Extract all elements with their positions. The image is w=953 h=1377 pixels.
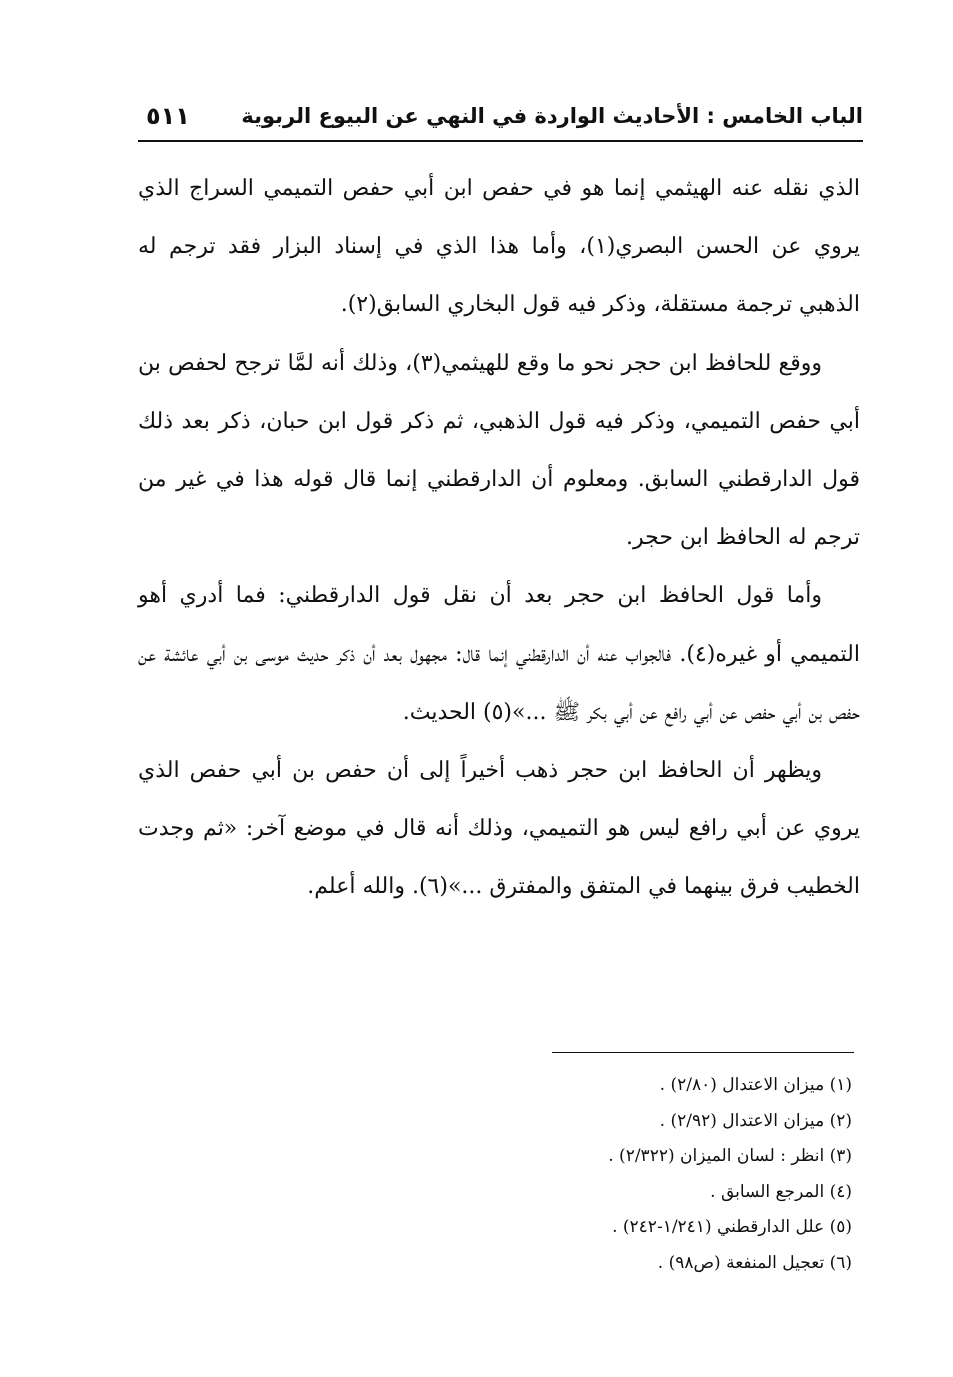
paragraph-4: ويظهر أن الحافظ ابن حجر ذهب أخيراً إلى أن حفص بن أبي حفص الذي يروي عن أبي رافع ليس هو التميمي، وذلك أنه قال في موضع آخر: «ثم وجدت الخطيب فرق بينهما في المتفق والمفترق ...»(٦). والله أعلم.: [138, 758, 860, 900]
footnote-5: (٥) علل الدارقطني (١/٢٤١-٢٤٢) .: [612, 1217, 852, 1237]
body-text: [138, 160, 860, 917]
footnote-2: (٢) ميزان الاعتدال (٢/٩٢) .: [659, 1110, 852, 1131]
paragraph-1: الذي نقله عنه الهيثمي إنما هو في حفص ابن أبي حفص التميمي السراج الذي يروي عن الحسن البصري(١)، وأما هذا الذي في إسناد البزار فقد ترجم له الذهبي ترجمة مستقلة، وذكر فيه قول البخاري السابق(٢).: [138, 176, 860, 318]
paragraph-2: ووقع للحافظ ابن حجر نحو ما وقع للهيثمي(٣)، وذلك أنه لمَّا ترجح لحفص بن أبي حفص التميمي، وذكر فيه قول الذهبي، ثم ذكر قول ابن حبان، ذكر بعد ذلك قول الدارقطني السابق. ومعلوم أن الدارقطني إنما قال قوله هذا في غير من ترجم له الحافظ ابن حجر.: [138, 350, 860, 551]
footnote-divider: [552, 1052, 854, 1053]
footnote-4: (٤) المرجع السابق .: [710, 1181, 852, 1202]
footnote-3: (٣) انظر : لسان الميزان (٢/٣٢٢) .: [608, 1146, 852, 1166]
footnote-1: (١) ميزان الاعتدال (٢/٨٠) .: [659, 1075, 852, 1095]
footnotes-list: [430, 1068, 852, 1281]
page-number: ٥١١: [146, 102, 190, 130]
running-title: الباب الخامس : الأحاديث الواردة في النهي عن البيوع الربوية: [241, 104, 863, 128]
paragraph-3: وأما قول الحافظ ابن حجر بعد أن نقل قول الدارقطني: فما أدري أهو التميمي أو غيره(٤). فالجواب عنه أن الدارقطني إنما قال: مجهول بعد أن ذكر حديث موسى بن أبي عائشة عن حفص بن أبي حفص عن أبي رافع عن أبي بكر ﷺ ...»(٥) الحديث.: [138, 583, 860, 725]
footnote-6: (٦) تعجيل المنفعة (ص٩٨) .: [657, 1252, 852, 1273]
page-header: [138, 96, 863, 142]
